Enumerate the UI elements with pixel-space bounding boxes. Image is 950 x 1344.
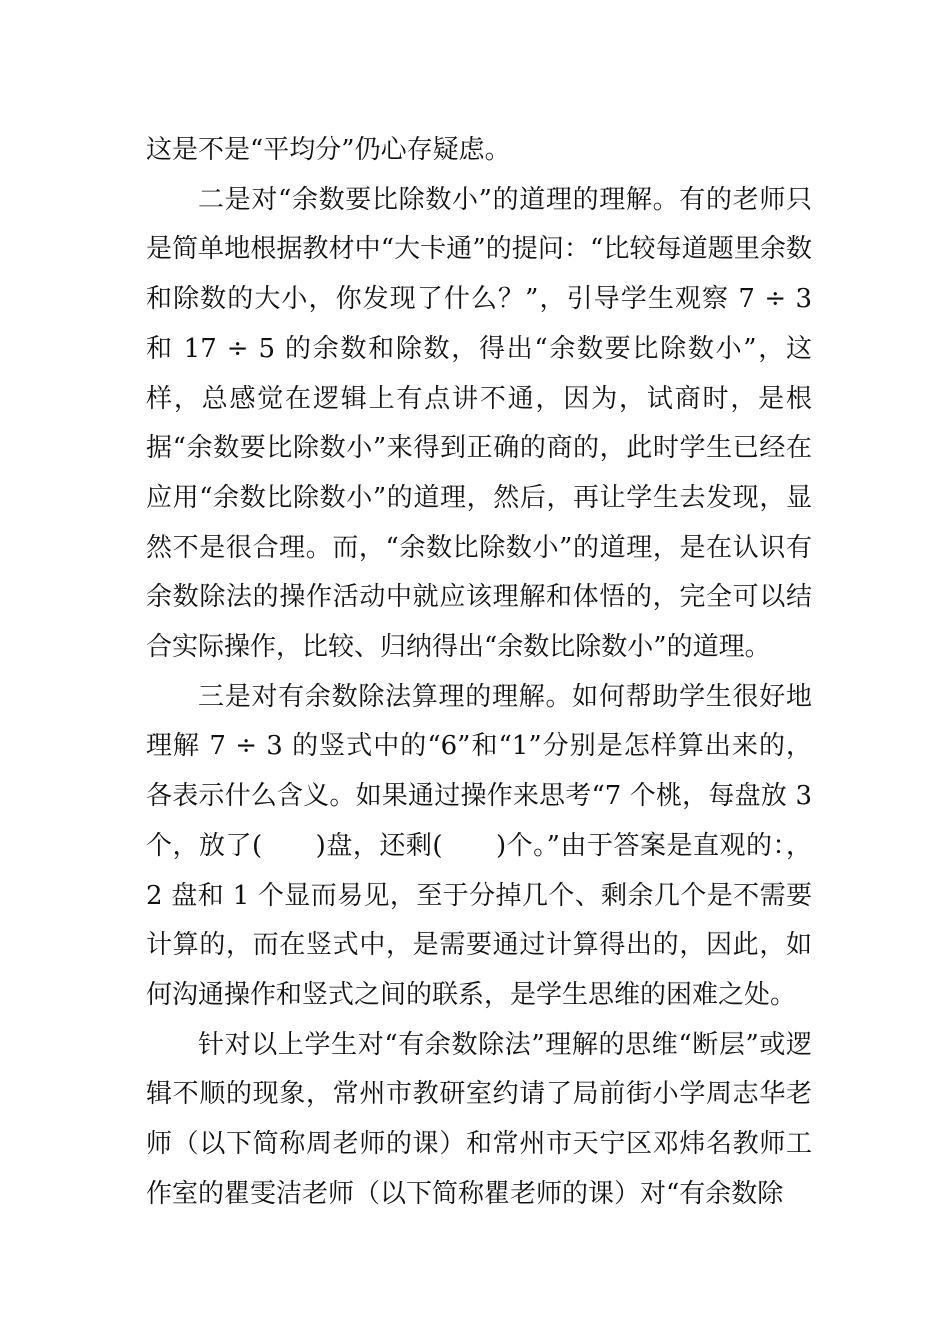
body-text	[146, 126, 812, 1219]
paragraph-1: 这是不是“平均分”仍心存疑虑。	[146, 135, 511, 165]
paragraph-2: 二是对“余数要比除数小”的道理的理解。有的老师只是简单地根据教材中“大卡通”的提问：“比较每道题里余数和除数的大小，你发现了什么？”，引导学生观察 7 ÷ 3 和 17 ÷ 5 的余数和除数，得出“余数要比除数小”，这样，总感觉在逻辑上有点讲不通，因为，试商时，是根据“余数要比除数小”来得到正确的商的，此时学生已经在应用“余数比除数小”的道理，然后，再让学生去发现，显然不是很合理。而，“余数比除数小”的道理，是在认识有余数除法的操作活动中就应该理解和体悟的，完全可以结合实际操作，比较、归纳得出“余数比除数小”的道理。	[146, 184, 812, 663]
paragraph-3: 三是对有余数除法算理的理解。如何帮助学生很好地理解 7 ÷ 3 的竖式中的“6”和“1”分别是怎样算出来的，各表示什么含义。如果通过操作来思考“7 个桃，每盘放 3 个，放了( )盘，还剩( )个。”由于答案是直观的：，2 盘和 1 个显而易见，至于分掉几个、剩余几个是不需要计算的，而在竖式中，是需要通过计算得出的，因此，如何沟通操作和竖式之间的联系，是学生思维的困难之处。	[146, 681, 812, 1010]
paragraph-4: 针对以上学生对“有余数除法”理解的思维“断层”或逻辑不顺的现象，常州市教研室约请了局前街小学周志华老师（以下简称周老师的课）和常州市天宁区邓炜名教师工作室的瞿雯洁老师（以下简称瞿老师的课）对“有余数除	[146, 1029, 812, 1209]
